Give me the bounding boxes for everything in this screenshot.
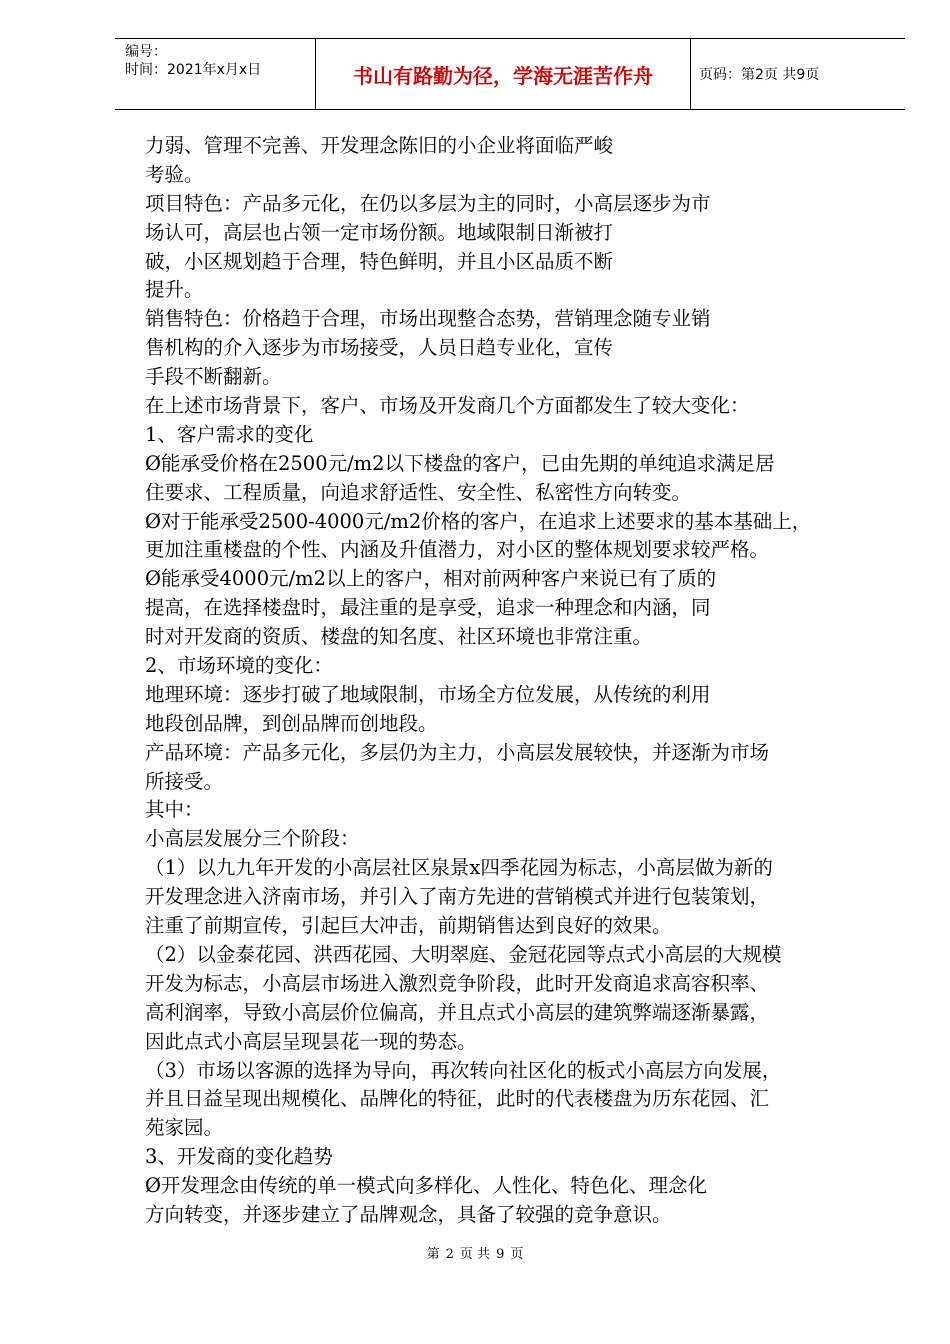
header-meta-cell xyxy=(115,39,315,109)
body-text-line: 销售特色：价格趋于合理，市场出现整合态势，营销理念随专业销 xyxy=(145,307,711,331)
body-text-line: 3、开发商的变化趋势 xyxy=(145,1145,333,1169)
body-text-line: 注重了前期宣传，引起巨大冲击，前期销售达到良好的效果。 xyxy=(145,914,672,938)
body-text-line: 高利润率，导致小高层价位偏高，并且点式小高层的建筑弊端逐渐暴露， xyxy=(145,1000,770,1024)
page-footer xyxy=(0,1247,950,1263)
body-text-line: 住要求、工程质量，向追求舒适性、安全性、私密性方向转变。 xyxy=(145,480,692,504)
body-text-line: Ø能承受价格在2500元/m2以下楼盘的客户，已由先期的单纯追求满足居 xyxy=(145,451,775,475)
body-text-line: Ø能承受4000元/m2以上的客户，相对前两种客户来说已有了质的 xyxy=(145,567,717,591)
page-header xyxy=(115,38,905,110)
body-text-line: 2、市场环境的变化： xyxy=(145,654,333,678)
body-text-line: （3）市场以客源的选择为导向，再次转向社区化的板式小高层方向发展， xyxy=(145,1058,782,1082)
body-text-line: 并且日益呈现出规模化、品牌化的特征，此时的代表楼盘为历东花园、汇 xyxy=(145,1087,770,1111)
body-text-line: 破，小区规划趋于合理，特色鲜明，并且小区品质不断 xyxy=(145,249,614,273)
body-text-line: 方向转变，并逐步建立了品牌观念，具备了较强的竞争意识。 xyxy=(145,1202,672,1226)
body-text-line: 在上述市场背景下，客户、市场及开发商几个方面都发生了较大变化： xyxy=(145,394,750,418)
body-text-line: 更加注重楼盘的个性、内涵及升值潜力，对小区的整体规划要求较严格。 xyxy=(145,538,770,562)
document-time-label: 时间：2021年x月x日 xyxy=(125,62,262,78)
footer-middle: 页 共 xyxy=(459,1247,491,1262)
body-text-line: 提高，在选择楼盘时，最注重的是享受，追求一种理念和内涵，同 xyxy=(145,596,711,620)
body-text-line: 时对开发商的资质、楼盘的知名度、社区环境也非常注重。 xyxy=(145,625,653,649)
footer-page-number: 2 xyxy=(445,1247,454,1262)
body-text-line: 手段不断翻新。 xyxy=(145,365,282,389)
document-number-label: 编号： xyxy=(125,44,167,60)
body-text-line: 产品环境：产品多元化，多层仍为主力，小高层发展较快，并逐渐为市场 xyxy=(145,740,770,764)
footer-total-pages: 9 xyxy=(496,1247,505,1262)
body-text-line: 小高层发展分三个阶段： xyxy=(145,827,360,851)
body-text-line: （2）以金泰花园、洪西花园、大明翠庭、金冠花园等点式小高层的大规模 xyxy=(145,942,782,966)
footer-suffix: 页 xyxy=(510,1247,524,1262)
body-text-line: 提升。 xyxy=(145,278,204,302)
body-text-line: 开发理念进入济南市场，并引入了南方先进的营销模式并进行包装策划， xyxy=(145,885,770,909)
body-text-line: 苑家园。 xyxy=(145,1116,224,1140)
body-text-line: 1、客户需求的变化 xyxy=(145,422,314,446)
body-text-line: 场认可，高层也占领一定市场份额。地域限制日渐被打 xyxy=(145,220,614,244)
body-text-line: 其中： xyxy=(145,798,204,822)
body-text-line: 项目特色：产品多元化，在仍以多层为主的同时，小高层逐步为市 xyxy=(145,191,711,215)
header-motto: 书山有路勤为径，学海无涯苦作舟 xyxy=(353,64,653,88)
body-text-line: （1）以九九年开发的小高层社区泉景x四季花园为标志，小高层做为新的 xyxy=(145,856,773,880)
header-motto-cell xyxy=(315,39,691,109)
document-body xyxy=(145,132,885,1230)
body-text-line: Ø开发理念由传统的单一模式向多样化、人性化、特色化、理念化 xyxy=(145,1174,707,1198)
body-text-line: 开发为标志，小高层市场进入激烈竞争阶段，此时开发商追求高容积率、 xyxy=(145,971,770,995)
body-text-line: 所接受。 xyxy=(145,769,224,793)
header-page-label: 页码：第2页 共9页 xyxy=(699,67,820,83)
body-text-line: 地段创品牌，到创品牌而创地段。 xyxy=(145,711,438,735)
body-text-line: 售机构的介入逐步为市场接受，人员日趋专业化，宣传 xyxy=(145,336,614,360)
body-text-line: 力弱、管理不完善、开发理念陈旧的小企业将面临严峻 xyxy=(145,134,614,157)
body-text-line: 考验。 xyxy=(145,162,204,186)
body-text-line: 因此点式小高层呈现昙花一现的势态。 xyxy=(145,1029,477,1053)
footer-prefix: 第 xyxy=(426,1247,440,1262)
body-text-line: Ø对于能承受2500-4000元/m2价格的客户，在追求上述要求的基本基础上， xyxy=(145,509,812,533)
body-text-line: 地理环境：逐步打破了地域限制，市场全方位发展，从传统的利用 xyxy=(145,682,711,706)
header-page-cell xyxy=(691,39,905,109)
